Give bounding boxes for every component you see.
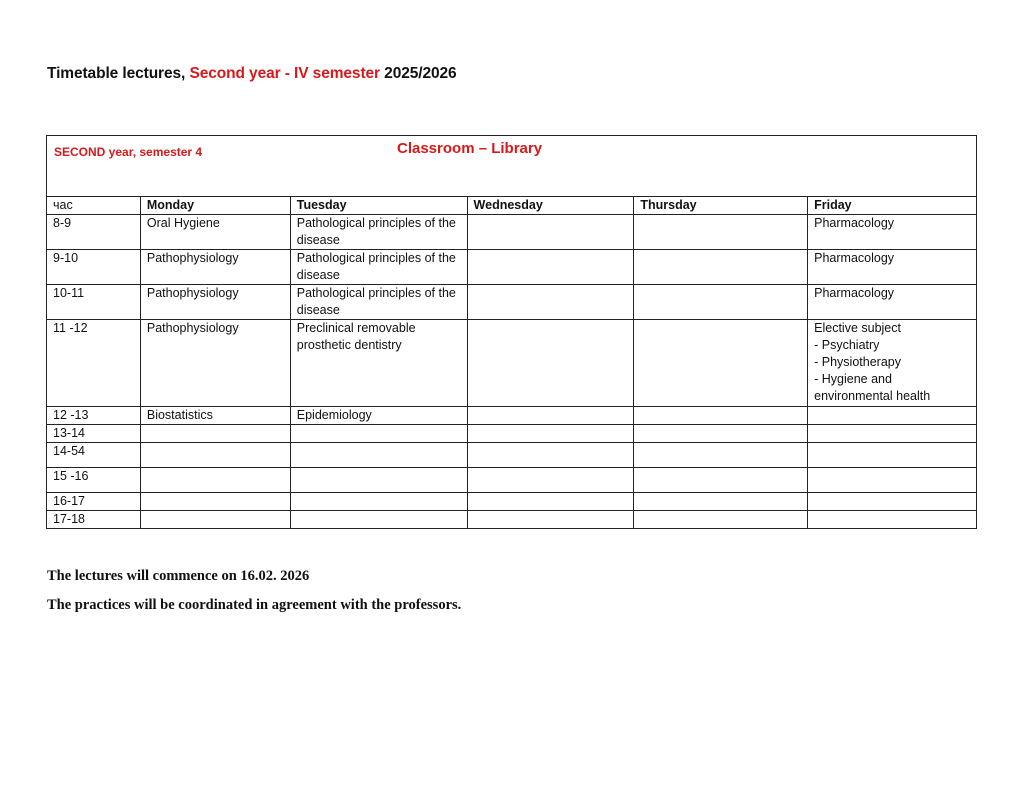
lectures-start-note: The lectures will commence on 16.02. 2026 xyxy=(47,568,310,584)
table-row xyxy=(47,250,977,285)
hour-cell: 9-10 xyxy=(47,250,141,285)
thursday-cell xyxy=(634,250,808,285)
tuesday-cell xyxy=(290,443,467,468)
tuesday-cell xyxy=(290,468,467,493)
wednesday-cell xyxy=(467,320,634,407)
hour-cell: 16-17 xyxy=(47,493,141,511)
tuesday-cell: Preclinical removable prosthetic dentistry xyxy=(290,320,467,407)
tuesday-cell xyxy=(290,511,467,529)
tuesday-cell xyxy=(290,425,467,443)
table-header-cell xyxy=(47,136,977,197)
hour-cell: 17-18 xyxy=(47,511,141,529)
table-row xyxy=(47,425,977,443)
monday-cell: Pathophysiology xyxy=(140,250,290,285)
thursday-cell xyxy=(634,443,808,468)
thursday-cell xyxy=(634,320,808,407)
friday-cell xyxy=(808,425,977,443)
thursday-cell xyxy=(634,468,808,493)
tuesday-cell: Pathological principles of the disease xyxy=(290,250,467,285)
hour-cell: 13-14 xyxy=(47,425,141,443)
friday-cell xyxy=(808,493,977,511)
wednesday-cell xyxy=(467,250,634,285)
wednesday-cell xyxy=(467,215,634,250)
friday-cell xyxy=(808,320,977,407)
elective-option: - Psychiatry xyxy=(814,338,880,352)
table-row xyxy=(47,320,977,407)
thursday-cell xyxy=(634,511,808,529)
table-row xyxy=(47,215,977,250)
friday-cell: Pharmacology xyxy=(808,215,977,250)
friday-cell: Pharmacology xyxy=(808,250,977,285)
table-row xyxy=(47,468,977,493)
wednesday-cell xyxy=(467,407,634,425)
monday-cell xyxy=(140,425,290,443)
title-semester: IV semester xyxy=(294,65,380,82)
table-row xyxy=(47,511,977,529)
elective-heading: Elective subject xyxy=(814,321,901,335)
elective-option: - Hygiene and environmental health xyxy=(814,372,931,403)
column-header-row xyxy=(47,197,977,215)
column-header-wednesday: Wednesday xyxy=(467,197,634,215)
column-header-thursday: Thursday xyxy=(634,197,808,215)
wednesday-cell xyxy=(467,468,634,493)
friday-cell xyxy=(808,407,977,425)
table-row xyxy=(47,443,977,468)
title-academic-year: 2025/2026 xyxy=(379,65,457,82)
column-header-tuesday: Tuesday xyxy=(290,197,467,215)
column-header-friday: Friday xyxy=(808,197,977,215)
title-separator: - xyxy=(280,65,295,82)
wednesday-cell xyxy=(467,511,634,529)
monday-cell xyxy=(140,443,290,468)
friday-cell: Pharmacology xyxy=(808,285,977,320)
monday-cell xyxy=(140,511,290,529)
monday-cell: Pathophysiology xyxy=(140,285,290,320)
table-row xyxy=(47,493,977,511)
thursday-cell xyxy=(634,285,808,320)
timetable xyxy=(46,135,977,529)
tuesday-cell: Epidemiology xyxy=(290,407,467,425)
column-header-hour: час xyxy=(47,197,141,215)
practices-note: The practices will be coordinated in agreement with the professors. xyxy=(47,597,462,613)
table-row xyxy=(47,285,977,320)
table-row xyxy=(47,407,977,425)
classroom-label: Classroom – Library xyxy=(397,140,543,157)
monday-cell: Pathophysiology xyxy=(140,320,290,407)
column-header-monday: Monday xyxy=(140,197,290,215)
wednesday-cell xyxy=(467,443,634,468)
monday-cell: Oral Hygiene xyxy=(140,215,290,250)
hour-cell: 12 -13 xyxy=(47,407,141,425)
hour-cell: 8-9 xyxy=(47,215,141,250)
thursday-cell xyxy=(634,215,808,250)
hour-cell: 11 -12 xyxy=(47,320,141,407)
monday-cell xyxy=(140,468,290,493)
class-group-label: SECOND year, semester 4 xyxy=(54,145,203,159)
friday-cell xyxy=(808,511,977,529)
table-header-row xyxy=(47,136,977,197)
wednesday-cell xyxy=(467,493,634,511)
monday-cell xyxy=(140,493,290,511)
thursday-cell xyxy=(634,425,808,443)
wednesday-cell xyxy=(467,425,634,443)
title-year: Second year xyxy=(189,65,281,82)
tuesday-cell xyxy=(290,493,467,511)
thursday-cell xyxy=(634,493,808,511)
elective-option: - Physiotherapy xyxy=(814,355,901,369)
tuesday-cell: Pathological principles of the disease xyxy=(290,215,467,250)
title-prefix: Timetable lectures, xyxy=(47,65,190,82)
document-title xyxy=(47,65,457,83)
thursday-cell xyxy=(634,407,808,425)
tuesday-cell: Pathological principles of the disease xyxy=(290,285,467,320)
hour-cell: 10-11 xyxy=(47,285,141,320)
hour-cell: 15 -16 xyxy=(47,468,141,493)
wednesday-cell xyxy=(467,285,634,320)
hour-cell: 14-54 xyxy=(47,443,141,468)
monday-cell: Biostatistics xyxy=(140,407,290,425)
friday-cell xyxy=(808,468,977,493)
friday-cell xyxy=(808,443,977,468)
